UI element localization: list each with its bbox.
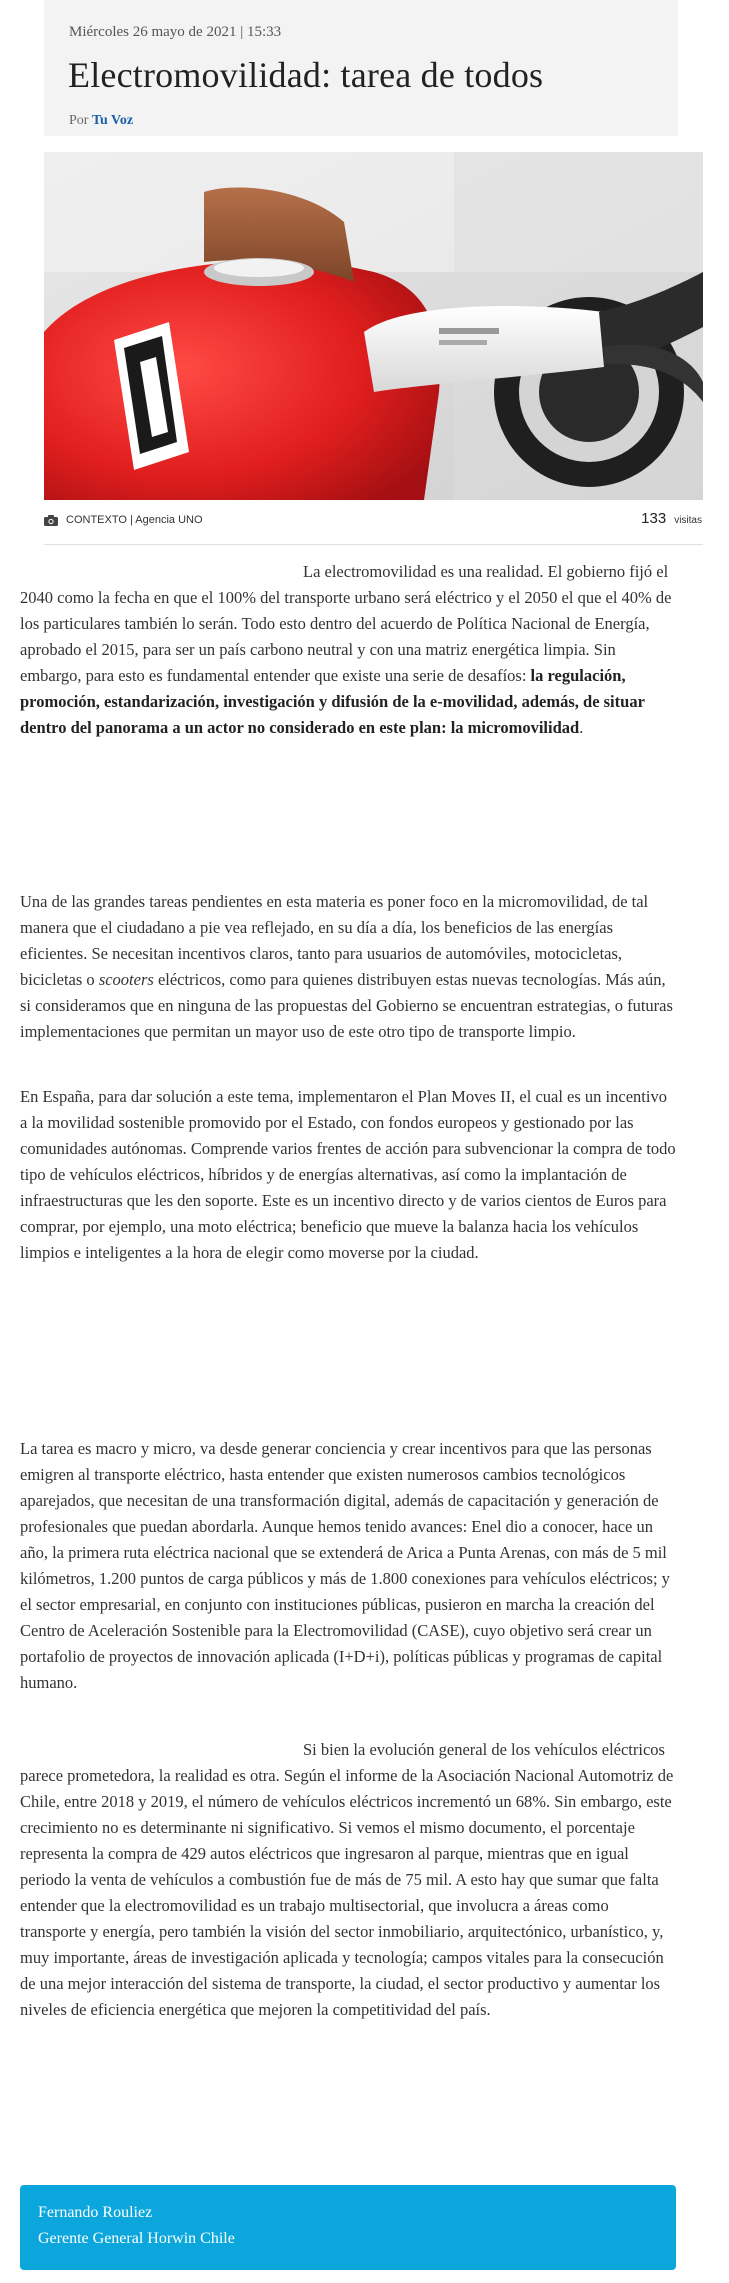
image-caption — [44, 514, 203, 526]
visits-count: 133 — [641, 510, 667, 527]
page-title: Electromovilidad: tarea de todos — [68, 55, 544, 95]
paragraph-1-bold: la regulación, promoción, estandarización, investigación y difusión de la e-movilidad, además, de situar dentro del panorama a un actor no considerado en este plan: la micromovilidad — [20, 666, 645, 737]
paragraph-1 — [20, 559, 676, 741]
author-link[interactable]: Tu Voz — [91, 113, 134, 128]
author-signature-box — [20, 2185, 676, 2270]
camera-icon — [44, 515, 58, 526]
signature-name: Fernando Rouliez — [38, 2204, 153, 2221]
paragraph-4 — [20, 1436, 676, 1696]
paragraph-2-text: Una de las grandes tareas pendientes en esta materia es poner foco en la micromovilidad, de tal manera que el ciudadano a pie vea reflejado, en su día a día, los beneficios de las energías eficientes. Se necesitan incentivos claros, tanto para usuarios de automóviles, motocicletas, bicicletas o — [20, 892, 649, 989]
paragraph-3-text: En España, para dar solución a este tema, implementaron el Plan Moves II, el cual es un incentivo a la movilidad sostenible promovido por el Estado, con fondos europeos y gestionado por las comunidades autónomas. Comprende varios frentes de acción para subvencionar la compra de todo tipo de vehículos eléctricos, híbridos y de energías alternativas, así como la implantación de infraestructuras que les den soporte. Este es un incentivo directo y de varios cientos de Euros para comprar, por ejemplo, una moto eléctrica; beneficio que mueve la balanza hacia los vehículos limpios e inteligentes a la hora de elegir como moverse por la ciudad. — [20, 1087, 676, 1262]
paragraph-5 — [20, 1737, 676, 2023]
paragraph-2 — [20, 889, 676, 1045]
article-date: Miércoles 26 mayo de 2021 | 15:33 — [69, 24, 282, 40]
visits-label: visitas — [674, 515, 702, 526]
hero-image — [44, 152, 703, 500]
paragraph-2-italic: scooters — [98, 970, 154, 989]
byline-prefix: Por — [69, 113, 89, 128]
paragraph-3 — [20, 1084, 676, 1266]
paragraph-5-text: Si bien la evolución general de los vehículos eléctricos parece prometedora, la realidad es otra. Según el informe de la Asociación Nacional Automotriz de Chile, entre 2018 y 2019, el número de vehículos eléctricos incrementó un 68%. Sin embargo, este crecimiento no es determinante ni significativo. Si vemos el mismo documento, el porcentaje representa la compra de 429 autos eléctricos que ingresaron al parque, mientras que en igual periodo la venta de vehículos a combustión fue de más de 75 mil. A esto hay que sumar que falta entender que la electromovilidad es un trabajo multisectorial, que involucra a áreas como transporte y energía, pero también la visión del sector inmobiliario, arquitectónico, urbanístico, y, muy importante, áreas de investigación aplicada y tecnología; campos vitales para la consecución de una mejor interacción del sistema de transporte, la ciudad, el sector productivo y aumentar los niveles de eficiencia energética que mejoren la competitividad del país. — [20, 1740, 674, 2019]
divider — [44, 544, 703, 545]
signature-role: Gerente General Horwin Chile — [38, 2230, 235, 2247]
caption-text: CONTEXTO | Agencia UNO — [66, 514, 203, 526]
visit-counter — [641, 510, 702, 527]
paragraph-2-text-end: eléctricos, como para quienes distribuyen estas nuevas tecnologías. Más aún, si consideramos que en ninguna de las propuestas del Gobierno se encuentran estrategias, o futuras implementaciones que permitan un mayor uso de este otro tipo de transporte limpio. — [20, 970, 673, 1041]
paragraph-1-end: . — [579, 718, 584, 737]
paragraph-4-text: La tarea es macro y micro, va desde generar conciencia y crear incentivos para que las personas emigren al transporte eléctrico, hasta entender que existen numerosos cambios tecnológicos aparejados, que necesitan de una transformación digital, además de capacitación y generación de profesionales que puedan abordarla. Aunque hemos tenido avances: Enel dio a conocer, hace un año, la primera ruta eléctrica nacional que se extenderá de Arica a Punta Arenas, con más de 5 mil kilómetros, 1.200 puntos de carga públicos y más de 1.800 conexiones para vehículos eléctricos; y el sector empresarial, en conjunto con instituciones públicas, pusieron en marcha la creación del Centro de Aceleración Sostenible para la Electromovilidad (CASE), cuyo objetivo será crear un portafolio de proyectos de innovación aplicada (I+D+i), políticas públicas y programas de capital humano. — [20, 1439, 670, 1692]
paragraph-1-text: La electromovilidad es una realidad. El gobierno fijó el 2040 como la fecha en que el 100% del transporte urbano será eléctrico y el 2050 el que el 40% de los particulares también lo serán. Todo esto dentro del acuerdo de Política Nacional de Energía, aprobado el 2015, para ser un país carbono neutral y con una matriz energética limpia. Sin embargo, para esto es fundamental entender que existe una serie de desafíos: — [20, 562, 672, 685]
byline — [69, 113, 133, 129]
